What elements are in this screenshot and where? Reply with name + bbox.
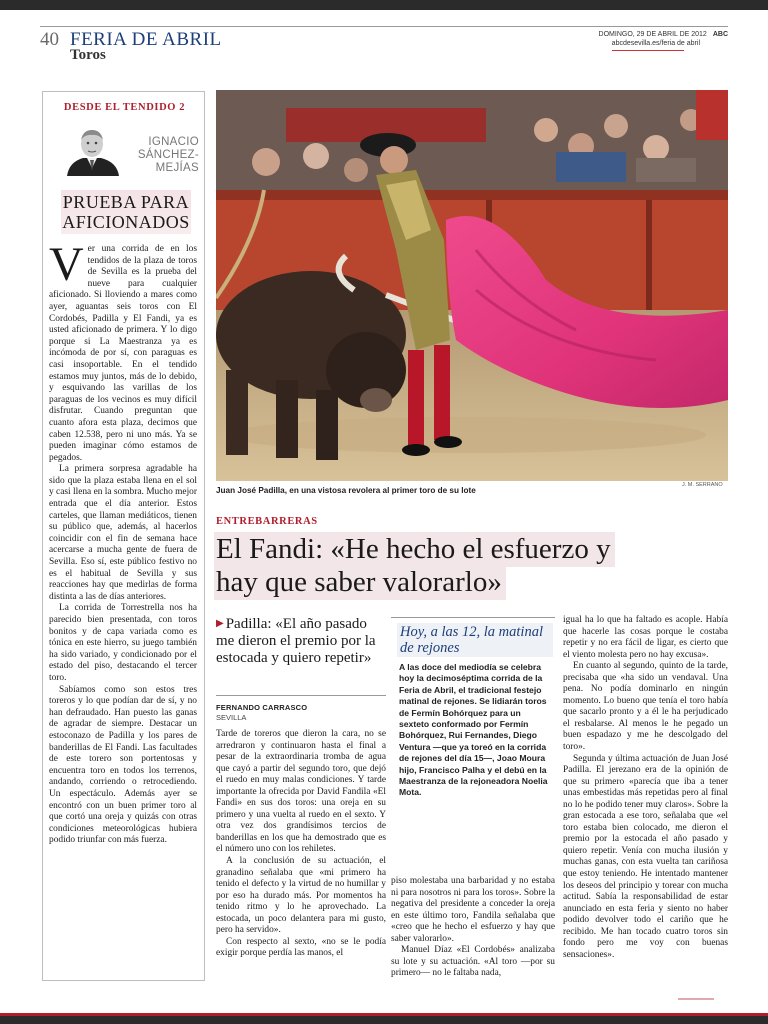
column-paragraph: La primera sorpresa agradable ha sido que la plaza estaba llena en el sol y casi llena en la sombra. Mucho mejor entrada que el día anterior. Estos carteles, que llaman mediáticos, tienen su público que, además, al hacerlos coincidir con el fin de semana hace acercarse a mucha gente de fuera de Sevilla. Eso sí, este público festivo no es el habitual de Sevilla y sus reacciones hay que medirlas de forma distinta a las de días anteriores. xyxy=(49,464,197,602)
sidebar-title: Hoy, a las 12, la matinal de rejones xyxy=(397,623,553,657)
article-paragraph: piso molestaba una barbaridad y no estaba ni para nosotros ni para los toros». Sobre la negativa del presidente a conceder la oreja en este último toro, Fandila señalaba que «creo que he hecho el esfuerzo y hay que saber valorarlo». xyxy=(391,876,555,944)
pull-quote-text: Padilla: «El año pasado me dieron el premio por la estocada y quiero repetir» xyxy=(216,616,376,666)
article-location: SEVILLA xyxy=(216,713,247,722)
article-byline: FERNANDO CARRASCO xyxy=(216,703,308,712)
article-headline xyxy=(214,533,714,599)
column-author xyxy=(129,136,199,175)
opinion-column xyxy=(42,91,205,981)
article-paragraph: A la conclusión de su actuación, el granadino señalaba que «mi primero ha tenido el defecto y la virtud de no humillar y por eso ha durado más. Por momentos ha tenido ritmo y lo he aprovechado. La estocada, un poco delantera para mi gusto, pero ha servido». xyxy=(216,856,386,936)
article-paragraph: Tarde de toreros que dieron la cara, no se arredraron y continuaron hasta el final a pesar de la extraordinaria tromba de agua que cayó a partir del segundo toro, que dejó el ruedo en muy malas condiciones. Y tarde importante la ofrecida por David Fandila «El Fandi» en sus dos toros: una oreja en su primero y una vuelta al ruedo en el sexto. Y otra vez dos grandísimos tercios de banderillas en los que ha demostrado que es el número uno con los rehiletes. xyxy=(216,729,386,855)
article-paragraph: En cuanto al segundo, quinto de la tarde, precisaba que «ha sido un vendaval. Una pena. No podía dominarlo en ningún momento. Lo bueno que tenía el toro había que sacarlo pronto y a él le ha perjudicado el resbalarse. Al menos le he pegado un buen espadazo y me he descolgado del toro». xyxy=(563,661,728,753)
sidebar-rule xyxy=(391,617,555,618)
article-paragraph: Manuel Díaz «El Cordobés» analizaba su lote y su actuación. «Al toro —por su primero— no le faltaba nada, xyxy=(391,945,555,979)
bottom-bar xyxy=(0,1016,768,1024)
page-number: 40 xyxy=(40,29,59,50)
article-column-2 xyxy=(391,876,555,980)
author-line-1: IGNACIO xyxy=(148,136,199,148)
triangle-bullet-icon: ▶ xyxy=(216,618,224,629)
byline-rule xyxy=(216,695,386,696)
header-url[interactable]: abcdesevilla.es/feria de abril xyxy=(611,40,700,47)
article-kicker: ENTREBARRERAS xyxy=(216,516,318,527)
drop-cap: V xyxy=(49,238,84,291)
column-kicker: DESDE EL TENDIDO 2 xyxy=(63,102,186,113)
footer-accent xyxy=(678,998,714,1000)
article-column-1 xyxy=(216,729,386,960)
column-paragraph xyxy=(49,238,197,464)
author-line-2: SÁNCHEZ- xyxy=(137,149,199,161)
sidebar-box xyxy=(391,617,555,867)
column-body xyxy=(49,238,197,847)
sidebar-text: A las doce del mediodía se celebra hoy la decimoséptima corrida de la Feria de Abril, el tradicional festejo matinal de rejones. Se lidiarán toros de Fermín Bohórquez para un sexteto conformado por Fermín Bohórquez, Rui Fernandes, Diego Ventura —que ya toreó en la corrida de rejones del día 15—, Joao Moura hijo, Francisco Palha y el debú en la Maestranza de la rejoneadora Noelia Mota. xyxy=(399,662,548,798)
column-paragraph-text: er una corrida de en los tendidos de la plaza de toros de Sevilla es la prueba del nueve para cualquier aficionado. Si lloviendo a mares como ayer, aguantas seis toros con El Cordobés, Padilla y El Fandi, ya es usted aficionado de primera. Y lo digo porque si La Maestranza ya es incómoda de por sí, con paraguas es casi insoportable. En el tendido estamos muy juntos, más de lo debido, y esquivando las varillas de los paraguas de los vecinos es muy difícil disfrutar. Cuando preguntan que cuanto afora esta plaza, decimos que caben 12.538, pero ni uno más. Ya se pueden imaginar cómo estamos de pegados. xyxy=(49,244,197,463)
pull-quote xyxy=(216,615,386,667)
subsection-title: Toros xyxy=(70,47,106,63)
column-title: PRUEBA PARA AFICIONADOS xyxy=(62,192,190,232)
photo-caption: Juan José Padilla, en una vistosa revolera al primer toro de su lote xyxy=(216,486,476,495)
headline-line-1: El Fandi: «He hecho el esfuerzo y xyxy=(214,532,615,567)
article-paragraph: igual ha lo que ha faltado es acople. Había que hacerle las cosas porque le costaba repetir y no era fácil de ligar, es cierto que el viento molesta pero no hay excusa». xyxy=(563,615,728,660)
header-date xyxy=(599,31,728,38)
date-text: DOMINGO, 29 DE ABRIL DE 2012 xyxy=(598,31,707,38)
top-bar xyxy=(0,0,768,10)
author-line-3: MEJÍAS xyxy=(155,162,199,174)
headline-line-2: hay que saber valorarlo» xyxy=(214,565,506,600)
column-paragraph: Sabíamos como son estos tres toreros y lo que podían dar de sí, y no han defraudado. Han puesto las ganas de agradar de siempre. Destacar un estoconazo de Padilla y los pares de banderillas de El Fandi. Las facultades de este torero son portentosas y encuentra toro en todos los terrenos, andando, corriendo o retrocediendo. Un espectáculo. Además ayer se encontró con un buen primer toro al que cortó una oreja y quizás con otras condiciones meteorológicas hubiera podido triunfar con más fuerza. xyxy=(49,684,197,846)
photo-credit: J. M. SERRANO xyxy=(682,482,723,488)
article-column-3 xyxy=(563,615,728,961)
bullfight-photo xyxy=(216,90,728,481)
section-title: FERIA DE ABRIL xyxy=(70,29,222,50)
url-underline xyxy=(612,50,684,51)
header-rule xyxy=(40,26,728,27)
article-paragraph: Con respecto al sexto, «no se le podía exigir porque perdía las manos, el xyxy=(216,936,386,959)
author-portrait xyxy=(61,124,123,176)
column-paragraph: La corrida de Torrestrella nos ha parecido bien presentada, con toros bonitos y de capa variada como es tónica en este hierro, su juego también ha sido variado, y condicionado por el estado del piso, destacando el tercer toro. xyxy=(49,603,197,683)
article-paragraph: Segunda y última actuación de Juan José Padilla. El jerezano era de la opinión de que su primero «parecía que iba a tener unas embestidas más repetidas pero al final no lo he podido tener muy claros». Sobre la gran estocada a ese toro, señalaba que «el toro estaba bien colocado, me dieron el premio por la estocada el año pasado y quiero repetir. Venía con mucha ilusión y muchas ganas, con esta vuelta tan cariñosa que estoy teniendo. He intentado mantener los deseos del principio y torear con mucha actitud. Sabía la responsabilidad de estar anunciado en esta feria y siento no haber podido devolver todo el cariño que he recibido. Me han tocado cuatro toros sin fondo pero me voy con buenas sensaciones». xyxy=(563,753,728,960)
brand-label: ABC xyxy=(712,31,728,38)
